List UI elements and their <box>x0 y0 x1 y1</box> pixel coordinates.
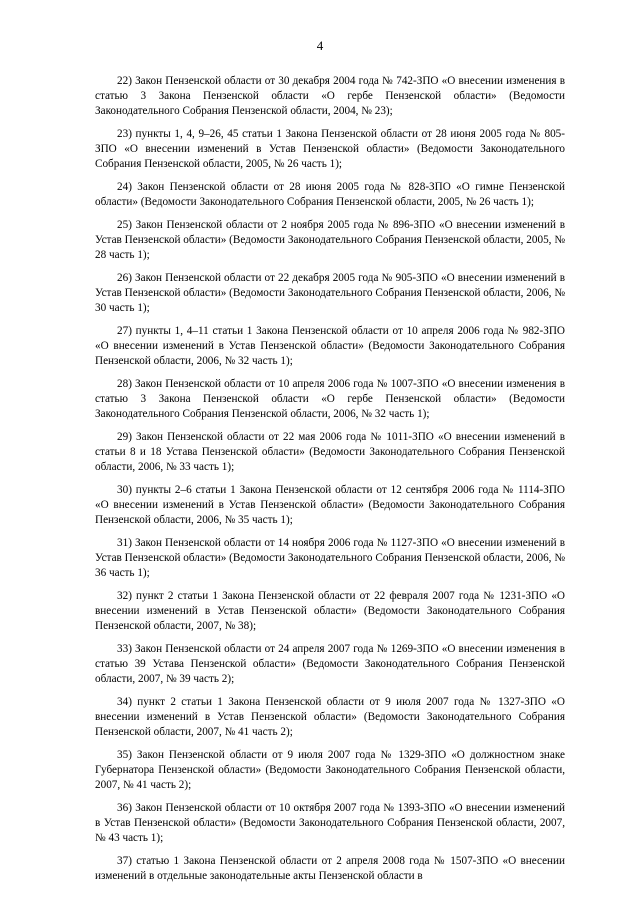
list-item: 24) Закон Пензенской области от 28 июня 2005 года № 828-ЗПО «О гимне Пензенской области» (Ведомости Законодательного Собрания Пензенской области, 2005, № 26 часть 1); <box>95 181 565 208</box>
list-item: 35) Закон Пензенской области от 9 июля 2007 года № 1329-ЗПО «О должностном знаке Губернатора Пензенской области» (Ведомости Законодательного Собрания Пензенской области, 2007, № 41 часть 2); <box>95 749 565 792</box>
page-number: 4 <box>316 38 324 53</box>
list-item: 31) Закон Пензенской области от 14 ноября 2006 года № 1127-ЗПО «О внесении изменений в Устав Пензенской области» (Ведомости Законодательного Собрания Пензенской области, 2006, № 36 часть 1); <box>95 537 565 580</box>
list-item: 23) пункты 1, 4, 9–26, 45 статьи 1 Закона Пензенской области от 28 июня 2005 года № 805-ЗПО «О внесении изменений в Устав Пензенской области» (Ведомости Законодательного Собрания Пензенской области, 2005, № 26 часть 1); <box>95 128 565 170</box>
list-item: 25) Закон Пензенской области от 2 ноября 2005 года № 896-ЗПО «О внесении изменений в Устав Пензенской области» (Ведомости Законодательного Собрания Пензенской области, 2005, № 28 часть 1); <box>95 219 565 261</box>
list-item: 34) пункт 2 статьи 1 Закона Пензенской области от 9 июля 2007 года № 1327-ЗПО «О внесении изменений в Устав Пензенской области» (Ведомости Законодательного Собрания Пензенской области, 2007, № 41 часть 2); <box>95 696 565 739</box>
list-item: 33) Закон Пензенской области от 24 апреля 2007 года № 1269-ЗПО «О внесении изменения в статью 39 Устава Пензенской области» (Ведомости Законодательного Собрания Пензенской области, 2007, № 39 часть 2); <box>95 643 565 686</box>
list-item: 37) статью 1 Закона Пензенской области от 2 апреля 2008 года № 1507-ЗПО «О внесении изменений в отдельные законодательные акты Пензенской области в <box>95 855 565 883</box>
document-body <box>95 74 565 884</box>
list-item: 27) пункты 1, 4–11 статьи 1 Закона Пензенской области от 10 апреля 2006 года № 982-ЗПО «О внесении изменений в Устав Пензенской области» (Ведомости Законодательного Собрания Пензенской области, 2006, № 32 часть 1); <box>95 325 565 367</box>
list-item: 28) Закон Пензенской области от 10 апреля 2006 года № 1007-ЗПО «О внесении изменения в статью 3 Закона Пензенской области «О гербе Пензенской области» (Ведомости Законодательного Собрания Пензенской области, 2006, № 32 часть 1); <box>95 378 565 420</box>
list-item: 30) пункты 2–6 статьи 1 Закона Пензенской области от 12 сентября 2006 года № 1114-ЗПО «О внесении изменений в Устав Пензенской области» (Ведомости Законодательного Собрания Пензенской области, 2006, № 35 часть 1); <box>95 484 565 527</box>
list-item: 36) Закон Пензенской области от 10 октября 2007 года № 1393-ЗПО «О внесении изменений в Устав Пензенской области» (Ведомости Законодательного Собрания Пензенской области, 2007, № 43 часть 1); <box>95 802 565 845</box>
list-item: 32) пункт 2 статьи 1 Закона Пензенской области от 22 февраля 2007 года № 1231-ЗПО «О внесении изменений в Устав Пензенской области» (Ведомости Законодательного Собрания Пензенской области, 2007, № 38); <box>95 590 565 633</box>
list-item: 22) Закон Пензенской области от 30 декабря 2004 года № 742-ЗПО «О внесении изменения в статью 3 Закона Пензенской области «О гербе Пензенской области» (Ведомости Законодательного Собрания Пензенской области, 2004, № 23); <box>95 75 565 117</box>
list-item: 26) Закон Пензенской области от 22 декабря 2005 года № 905-ЗПО «О внесении изменений в Устав Пензенской области» (Ведомости Законодательного Собрания Пензенской области, 2006, № 30 часть 1); <box>95 272 565 314</box>
list-item: 29) Закон Пензенской области от 22 мая 2006 года № 1011-ЗПО «О внесении изменений в статьи 8 и 18 Устава Пензенской области» (Ведомости Законодательного Собрания Пензенской области, 2006, № 33 часть 1); <box>95 431 565 474</box>
